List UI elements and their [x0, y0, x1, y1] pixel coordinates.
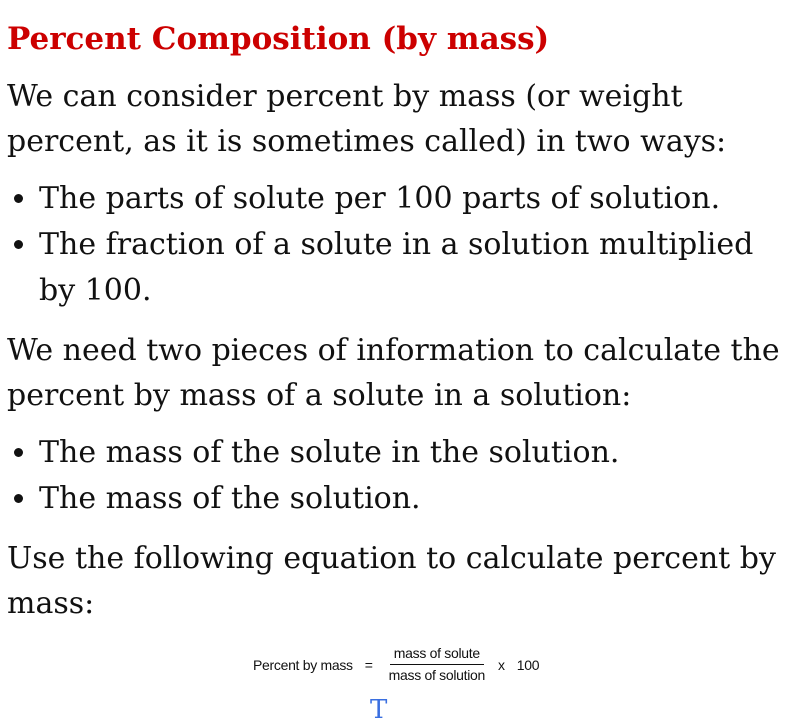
equation-intro-paragraph: Use the following equation to calculate percent by mass: — [7, 541, 776, 621]
list-item: • The mass of the solute in the solution. — [39, 430, 797, 476]
equation-numerator: mass of solute — [390, 645, 484, 665]
cut-off-link-text[interactable]: T — [370, 695, 388, 725]
list-item: • The fraction of a solute in a solution multiplied by 100. — [39, 222, 797, 314]
equation-factor: 100 — [516, 656, 540, 673]
equation-equals-sign: = — [364, 656, 373, 673]
list-item: • The mass of the solution. — [39, 476, 797, 522]
ways-list — [7, 176, 797, 314]
equation-denominator: mass of solution — [388, 667, 486, 683]
equation-times-sign: x — [498, 656, 505, 673]
document-content — [7, 18, 797, 626]
info-paragraph: We need two pieces of information to calculate the percent by mass of a solute in a solution: — [7, 333, 780, 413]
equation-label: Percent by mass — [253, 656, 353, 673]
info-list — [7, 430, 797, 522]
percent-mass-equation — [253, 645, 539, 684]
equation-fraction — [385, 645, 489, 684]
intro-paragraph: We can consider percent by mass (or weight percent, as it is sometimes called) in two ways: — [7, 79, 727, 159]
list-item: • The parts of solute per 100 parts of solution. — [39, 176, 797, 222]
page-title: Percent Composition (by mass) — [7, 21, 550, 57]
